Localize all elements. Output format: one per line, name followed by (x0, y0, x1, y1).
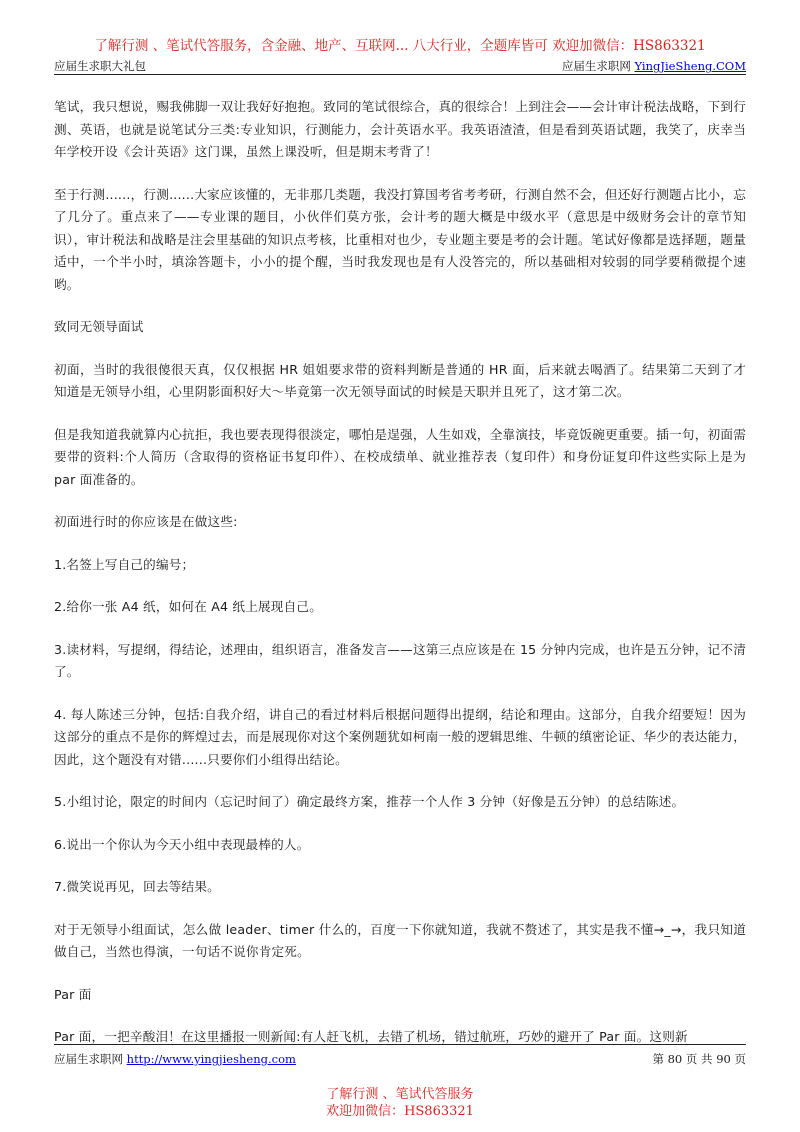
paragraph: 笔试，我只想说，赐我佛脚一双让我好好抱抱。致同的笔试很综合，真的很综合！上到注会——会计审计税法战略，下到行测、英语，也就是说笔试分三类:专业知识，行测能力，会计英语水平。我英语渣渣，但是看到英语试题，我笑了，庆幸当年学校开设《会计英语》这门课，虽然上课没听，但是期末考背了！ (54, 99, 746, 159)
list-item: 1.名签上写自己的编号； (54, 556, 195, 572)
paragraph: 初面进行时的你应该是在做这些: (54, 514, 238, 529)
bottom-promo-line2: 欢迎加微信：HS863321 (326, 1104, 474, 1119)
list-item: 5.小组讨论，限定的时间内（忘记时间了）确定最终方案，推荐一个人作 3 分钟（好像是五分钟）的总结陈述。 (54, 794, 685, 809)
list-item: 6.说出一个你认为今天小组中表现最棒的人。 (54, 836, 310, 852)
top-promo-banner: 了解行测 、笔试代答服务，含金融、地产、互联网... 八大行业，全题库皆可 欢迎加微信：HS863321 (94, 38, 706, 54)
page-number: 第 80 页 共 90 页 (652, 1052, 746, 1066)
header-title: 应届生求职大礼包 (54, 59, 146, 73)
footer-site-link[interactable]: http://www.yingjiesheng.com (126, 1052, 296, 1066)
section-heading: Par 面 (54, 986, 92, 1002)
paragraph: Par 面，一把辛酸泪！在这里播报一则新闻:有人赶飞机，去错了机场，错过航班，巧妙的避开了 Par 面。这则新 (54, 1029, 688, 1044)
section-heading: 致同无领导面试 (54, 319, 144, 334)
paragraph: 对于无领导小组面试，怎么做 leader、timer 什么的，百度一下你就知道，我就不赘述了，其实是我不懂→_→，我只知道做自己，当然也得演，一句话不说你肯定死。 (54, 921, 746, 959)
paragraph: 至于行测......，行测......大家应该懂的，无非那几类题，我没打算国考省考考研，行测自然不会，但还好行测题占比小，忘了几分了。重点来了——专业课的题目，小伙伴们莫方张，会计考的题大概是中级水平（意思是中级财务会计的章节知识），审计税法和战略是注会里基础的知识点考核，比重相对也少，专业题主要是考的会计题。笔试好像都是选择题，题量适中，一个半小时，填涂答题卡，小小的提个醒，当时我发现也是有人没答完的，所以基础相对较弱的同学要稍微提个速哟。 (54, 186, 746, 292)
header-site (562, 58, 746, 74)
page-footer (54, 1044, 746, 1067)
footer-site-name: 应届生求职网 (54, 1052, 123, 1066)
bottom-promo-line1: 了解行测 、笔试代答服务 (326, 1087, 474, 1102)
header-site-link[interactable]: YingJieSheng.COM (634, 59, 746, 73)
paragraph: 初面，当时的我很傻很天真，仅仅根据 HR 姐姐要求带的资料判断是普通的 HR 面，后来就去喝酒了。结果第二天到了才知道是无领导小组，心里阴影面积好大～毕竟第一次无领导面试的时候是天职并且死了，这才第二次。 (54, 361, 746, 399)
document-body (54, 96, 746, 1069)
paragraph: 但是我知道我就算内心抗拒，我也要表现得很淡定，哪怕是逞强，人生如戏，全靠演技，毕竟饭碗更重要。插一句，初面需要带的资料:个人简历（含取得的资格证书复印件）、在校成绩单、就业推荐表（复印件）和身份证复印件这些实际上是为 par 面准备的。 (54, 426, 746, 487)
page-header (54, 56, 746, 75)
bottom-promo-banner (0, 1086, 800, 1120)
list-item: 7.微笑说再见，回去等结果。 (54, 879, 220, 894)
list-item: 2.给你一张 A4 纸，如何在 A4 纸上展现自己。 (54, 599, 322, 614)
list-item: 3.读材料，写提纲，得结论，述理由，组织语言，准备发言——这第三点应该是在 15 分钟内完成，也许是五分钟，记不清了。 (54, 641, 746, 679)
list-item: 4. 每人陈述三分钟，包括:自我介绍，讲自己的看过材料后根据问题得出提纲，结论和理由。这部分，自我介绍要短！因为这部分的重点不是你的辉煌过去，而是展现你对这个案例题犹如柯南一般的逻辑思维、牛顿的缜密论证、华少的表达能力，因此，这个题没有对错......只要你们小组得出结论。 (54, 706, 746, 767)
header-site-name: 应届生求职网 (561, 59, 631, 73)
